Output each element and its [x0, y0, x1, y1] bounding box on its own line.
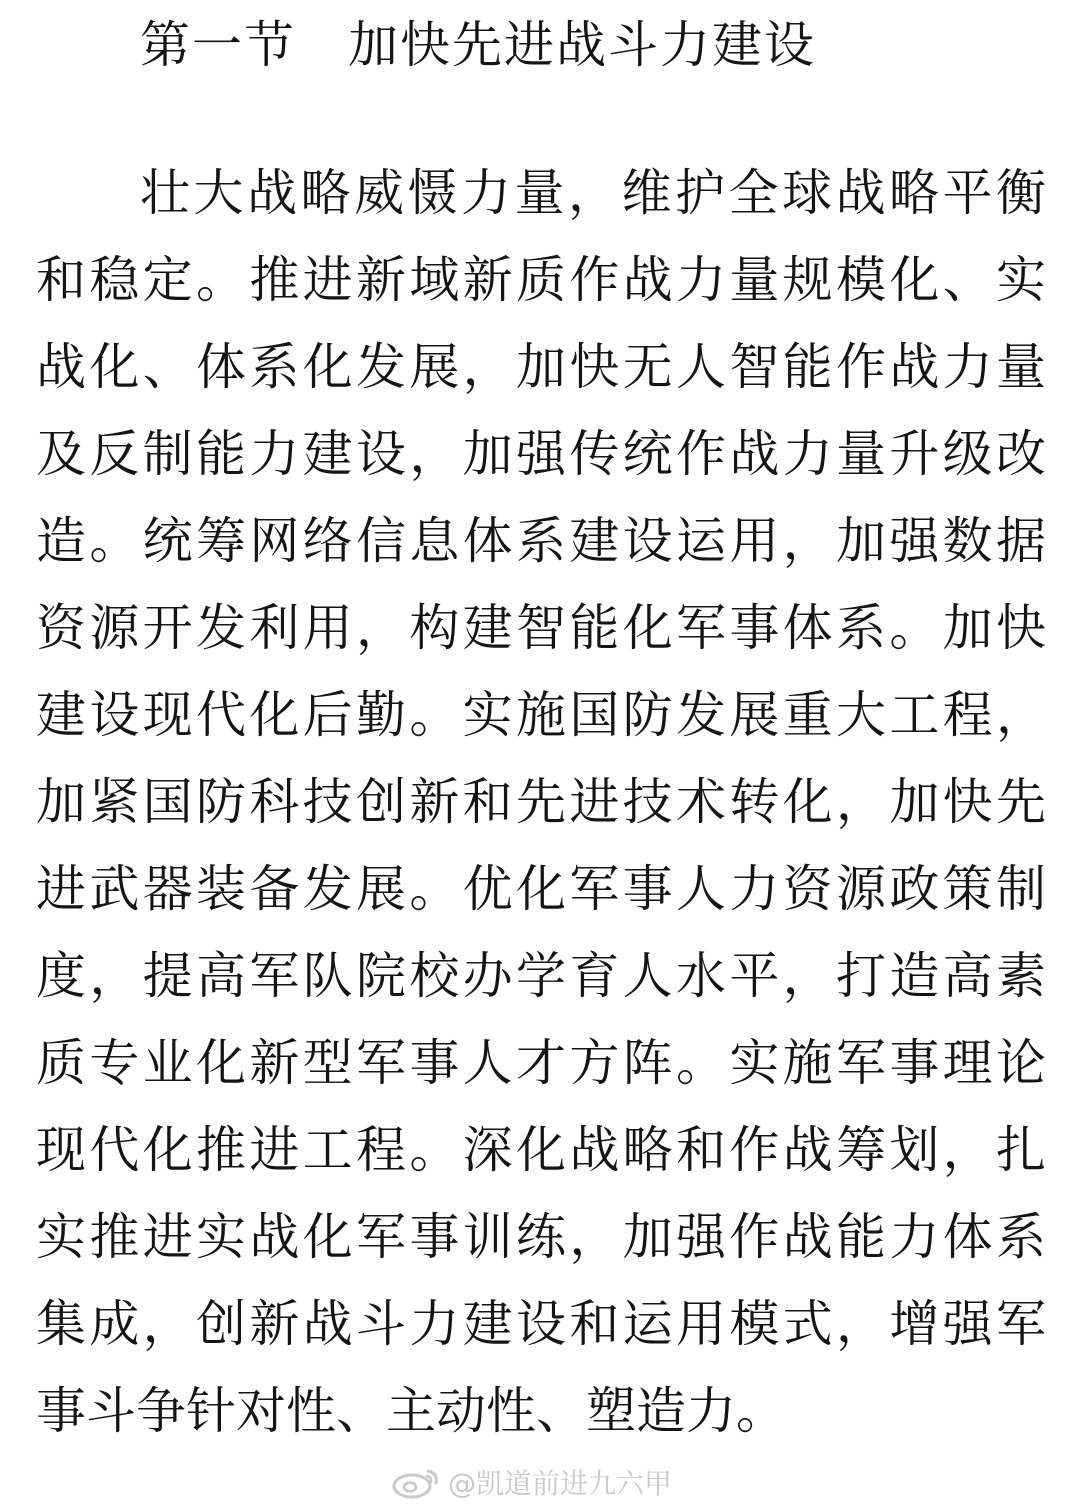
paragraph-line: 建设现代化后勤。实施国防发展重大工程，: [36, 686, 1046, 744]
paragraph-line: 实推进实战化军事训练，加强作战能力体系: [36, 1208, 1046, 1266]
paragraph-line: 和稳定。推进新域新质作战力量规模化、实: [36, 251, 1046, 309]
paragraph-line: 进武器装备发展。优化军事人力资源政策制: [36, 860, 1046, 918]
paragraph-line: 战化、体系化发展，加快无人智能作战力量: [36, 338, 1046, 396]
paragraph-line: 加紧国防科技创新和先进技术转化，加快先: [36, 773, 1046, 831]
body-paragraph: [36, 150, 1046, 1455]
paragraph-line: 集成，创新战斗力建设和运用模式，增强军: [36, 1295, 1046, 1353]
weibo-logo-icon: [390, 1465, 442, 1499]
paragraph-line: 事斗争针对性、主动性、塑造力。: [36, 1382, 786, 1440]
watermark-text: @凯道前进九六甲: [448, 1467, 673, 1500]
paragraph-line: 度，提高军队院校办学育人水平，打造高素: [36, 947, 1046, 1005]
paragraph-line: 现代化推进工程。深化战略和作战筹划，扎: [36, 1121, 1046, 1179]
weibo-watermark: [390, 1462, 672, 1502]
paragraph-line: 资源开发利用，构建智能化军事体系。加快: [36, 599, 1046, 657]
section-heading: 第一节 加快先进战斗力建设: [140, 16, 816, 74]
paragraph-line: 质专业化新型军事人才方阵。实施军事理论: [36, 1034, 1046, 1092]
paragraph-line: 壮大战略威慑力量，维护全球战略平衡: [140, 164, 1046, 222]
paragraph-line: 及反制能力建设，加强传统作战力量升级改: [36, 425, 1046, 483]
paragraph-line: 造。统筹网络信息体系建设运用，加强数据: [36, 512, 1046, 570]
